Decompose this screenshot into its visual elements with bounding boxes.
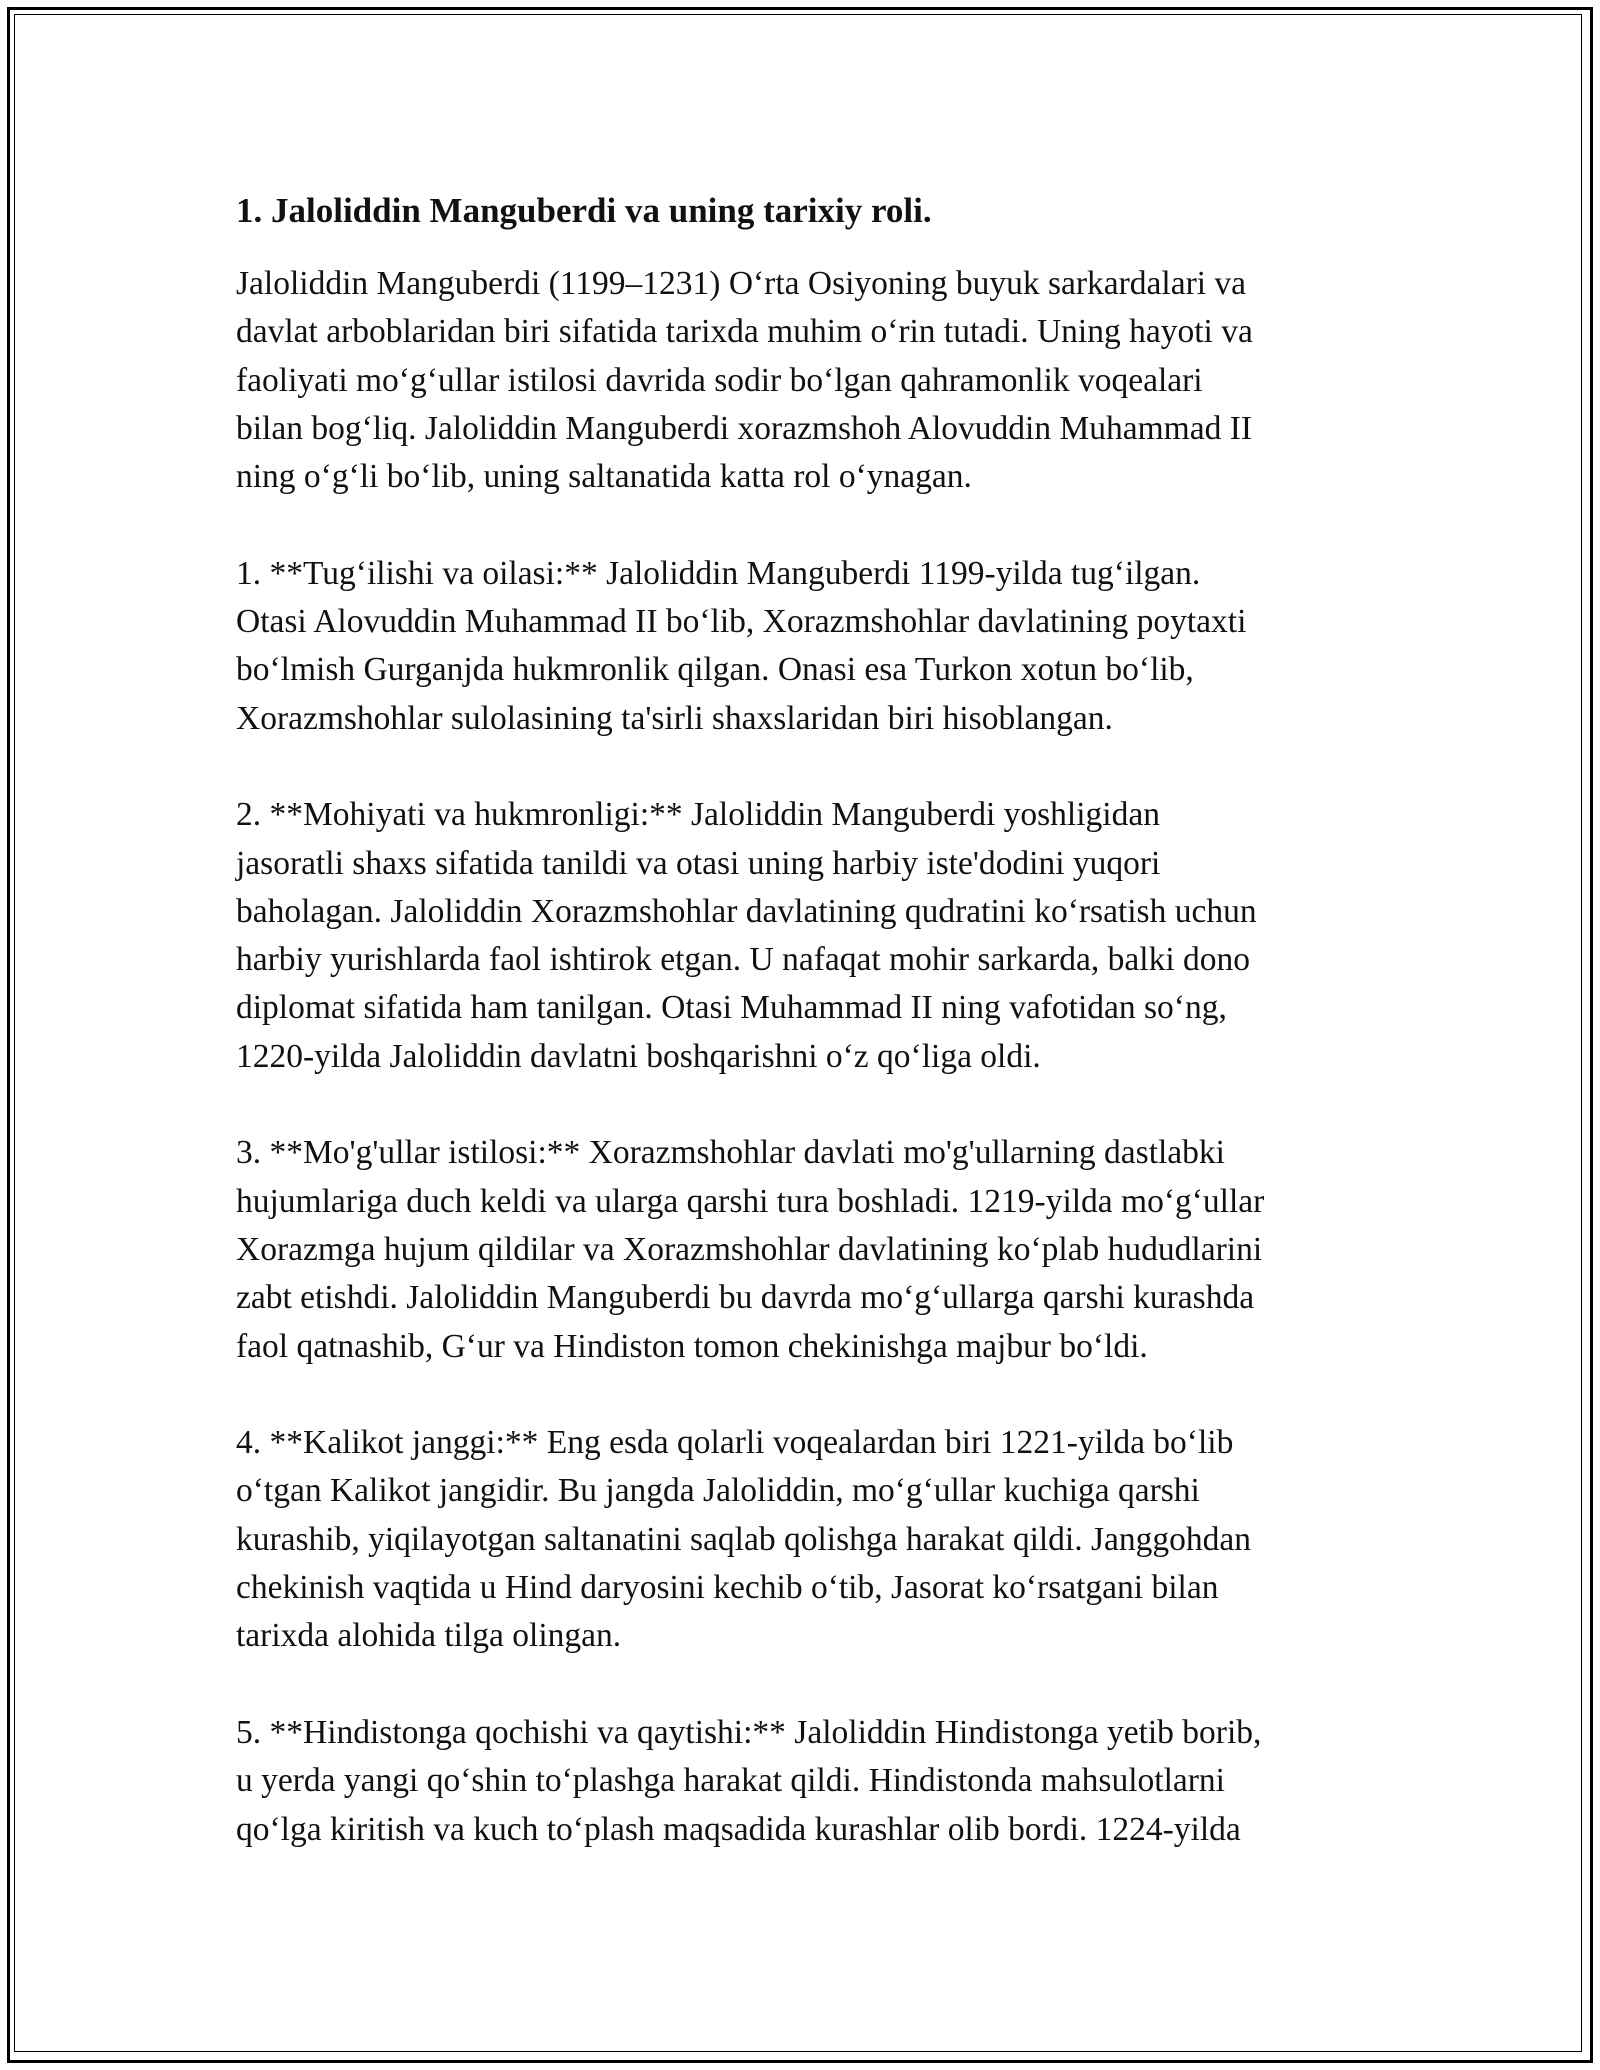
text-line: Xorazmga hujum qildilar va Xorazmshohlar davlatining ko‘plab hududlarini [236, 1230, 1263, 1268]
paragraph-section-1 [236, 550, 1386, 743]
text-line: o‘tgan Kalikot jangidir. Bu jangda Jaloliddin, mo‘g‘ullar kuchiga qarshi [236, 1472, 1200, 1510]
paragraph-intro [236, 260, 1386, 501]
text-line: chekinish vaqtida u Hind daryosini kechib o‘tib, Jasorat ko‘rsatgani bilan [236, 1569, 1219, 1607]
text-line: 3. **Mo'g'ullar istilosi:** Xorazmshohlar davlati mo'g'ullarning dastlabki [236, 1134, 1225, 1172]
text-line: u yerda yangi qo‘shin to‘plashga harakat qildi. Hindistonda mahsulotlarni [236, 1762, 1225, 1800]
text-line: Jaloliddin Manguberdi (1199–1231) O‘rta Osiyoning buyuk sarkardalari va [236, 265, 1247, 302]
text-line: Otasi Alovuddin Muhammad II bo‘lib, Xorazmshohlar davlatining poytaxti [236, 603, 1247, 641]
text-line: kurashib, yiqilayotgan saltanatini saqlab qolishga harakat qildi. Janggohdan [236, 1520, 1252, 1558]
text-line: 4. **Kalikot janggi:** Eng esda qolarli voqealardan biri 1221-yilda bo‘lib [236, 1424, 1234, 1462]
paragraph-section-4 [236, 1419, 1386, 1660]
text-line: faoliyati mo‘g‘ullar istilosi davrida sodir bo‘lgan qahramonlik voqealari [236, 361, 1203, 399]
text-line: bilan bog‘liq. Jaloliddin Manguberdi xorazmshoh Alovuddin Muhammad II [236, 409, 1253, 447]
text-line: faol qatnashib, G‘ur va Hindiston tomon chekinishga majbur bo‘ldi. [236, 1327, 1148, 1365]
paragraph-section-3 [236, 1129, 1386, 1370]
text-line: Xorazmshohlar sulolasining ta'sirli shaxslaridan biri hisoblangan. [236, 699, 1113, 737]
paragraph-section-2 [236, 791, 1386, 1081]
text-line: baholagan. Jaloliddin Xorazmshohlar davlatining qudratini ko‘rsatish uchun [236, 892, 1257, 930]
text-line: hujumlariga duch keldi va ularga qarshi tura boshladi. 1219-yilda mo‘g‘ullar [236, 1182, 1265, 1220]
text-line: jasoratli shaxs sifatida tanildi va otasi uning harbiy iste'dodini yuqori [236, 844, 1161, 882]
text-line: zabt etishdi. Jaloliddin Manguberdi bu davrda mo‘g‘ullarga qarshi kurashda [236, 1279, 1255, 1317]
text-line: qo‘lga kiritish va kuch to‘plash maqsadida kurashlar olib bordi. 1224-yilda [236, 1810, 1241, 1848]
text-line: bo‘lmish Gurganjda hukmronlik qilgan. Onasi esa Turkon xotun bo‘lib, [236, 651, 1194, 689]
text-line: 2. **Mohiyati va hukmronligi:** Jaloliddin Manguberdi yoshligidan [236, 796, 1160, 834]
text-line: ning o‘g‘li bo‘lib, uning saltanatida katta rol o‘ynagan. [236, 458, 972, 496]
paragraph-section-5 [236, 1709, 1386, 1854]
text-line: harbiy yurishlarda faol ishtirok etgan. U nafaqat mohir sarkarda, balki dono [236, 941, 1250, 979]
text-line: diplomat sifatida ham tanilgan. Otasi Muhammad II ning vafotidan so‘ng, [236, 989, 1227, 1027]
text-line: 5. **Hindistonga qochishi va qaytishi:** Jaloliddin Hindistonga yetib borib, [236, 1713, 1262, 1751]
text-line: 1. **Tug‘ilishi va oilasi:** Jaloliddin Manguberdi 1199-yilda tug‘ilgan. [236, 554, 1201, 592]
document-body [236, 188, 1386, 1902]
text-line: tarixda alohida tilga olingan. [236, 1617, 622, 1655]
document-title: 1. Jaloliddin Manguberdi va uning tarixiy roli. [236, 191, 932, 230]
text-line: davlat arboblaridan biri sifatida tarixda muhim o‘rin tutadi. Uning hayoti va [236, 313, 1253, 351]
text-line: 1220-yilda Jaloliddin davlatni boshqarishni o‘z qo‘liga oldi. [236, 1037, 1041, 1075]
